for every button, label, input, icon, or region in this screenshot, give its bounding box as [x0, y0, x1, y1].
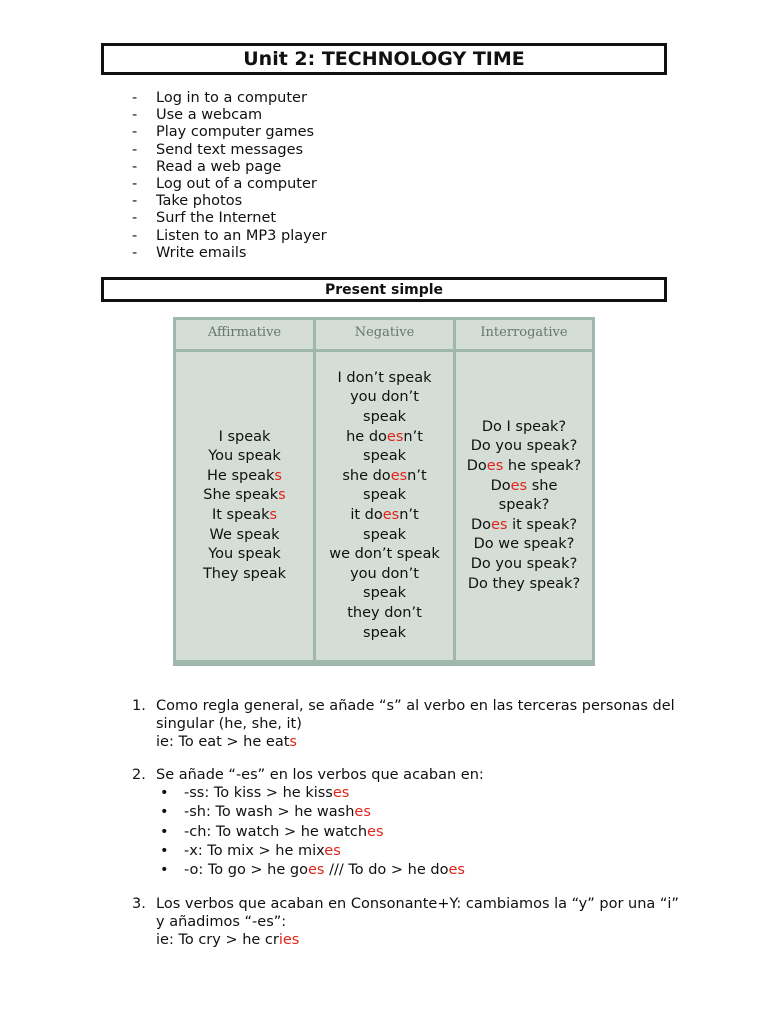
vocabulary-item	[132, 90, 327, 107]
dash-marker: -	[132, 175, 138, 192]
text-part: Do	[466, 458, 487, 475]
negative-line	[363, 584, 406, 604]
text-part: he speak?	[503, 458, 582, 475]
dash-marker: -	[132, 227, 138, 244]
unit-title-text: Unit 2: TECHNOLOGY TIME	[243, 48, 525, 70]
bullet-highlight: es	[354, 804, 371, 821]
verb-base: I speak	[218, 428, 271, 445]
rule-text: Se añade “-es” en los verbos que acaban en:	[156, 766, 484, 783]
negative-line	[363, 624, 406, 644]
bullet-text	[184, 823, 384, 842]
negative-line	[350, 506, 418, 526]
bullet-part: -o: To go > he go	[184, 862, 308, 879]
text-part: it speak?	[507, 516, 578, 533]
verb-base: You speak	[208, 448, 281, 465]
example-highlight: ies	[278, 932, 300, 949]
text-part: speak	[363, 409, 406, 426]
grammar-table	[173, 317, 595, 666]
text-part: they don’t	[347, 604, 422, 621]
bullet-part: -x: To mix > he mix	[184, 843, 325, 860]
negative-line	[363, 526, 406, 546]
bullet-icon: •	[160, 804, 169, 821]
affirmative-line	[208, 545, 281, 565]
text-part: she do	[342, 467, 391, 484]
bullet-highlight: es	[367, 823, 384, 840]
vocabulary-text: Log out of a computer	[156, 175, 317, 192]
negative-line	[329, 545, 440, 565]
vocabulary-text: Surf the Internet	[156, 210, 277, 227]
interrogative-line	[467, 457, 582, 477]
bullet-item	[160, 784, 692, 803]
text-part: n’t	[407, 467, 427, 484]
bullet-item	[160, 803, 692, 822]
rules-list	[132, 697, 692, 963]
bullet-icon: •	[160, 823, 169, 840]
vocabulary-item	[132, 245, 327, 262]
header-interrogative: Interrogative	[456, 320, 592, 349]
rule-content	[156, 766, 692, 881]
bullet-icon: •	[160, 862, 169, 879]
dash-marker: -	[132, 158, 138, 175]
text-part: Do	[470, 516, 491, 533]
text-part: n’t	[399, 507, 419, 523]
bullet-highlight: es	[332, 784, 350, 801]
bullet-part: -sh: To wash > he wash	[184, 804, 355, 821]
verb-base: He speak	[207, 467, 275, 484]
interrogative-column	[456, 352, 592, 660]
vocabulary-text: Use a webcam	[156, 107, 263, 124]
dash-marker: -	[132, 244, 138, 261]
bullet-text	[184, 784, 349, 803]
text-part: Do you speak?	[470, 438, 578, 455]
vocabulary-item	[132, 193, 327, 210]
vocabulary-list	[132, 90, 327, 262]
section-title-text: Present simple	[324, 281, 444, 298]
text-part: Do you speak?	[470, 555, 578, 572]
rule-item	[132, 766, 692, 881]
bullet-highlight: es	[307, 862, 325, 879]
bullet-part: -ss: To kiss > he kiss	[184, 784, 333, 801]
text-part: Do they speak?	[467, 575, 581, 592]
affirmative-line	[219, 428, 271, 448]
text-part: speak?	[498, 497, 550, 514]
text-part: speak	[363, 448, 406, 465]
rule-item	[132, 697, 692, 752]
negative-line	[350, 565, 419, 585]
text-part: Do	[490, 477, 511, 494]
text-part: speak	[363, 624, 406, 641]
vocabulary-item	[132, 107, 327, 124]
text-part: I don’t speak	[337, 369, 432, 386]
interrogative-line	[471, 516, 577, 536]
rule-example	[156, 931, 692, 949]
rule-bullets	[160, 784, 692, 881]
negative-column	[316, 352, 453, 660]
example-text: ie: To cry > he cr	[156, 932, 279, 949]
verb-base: She speak	[203, 487, 279, 504]
negative-line	[342, 467, 426, 487]
interrogative-line	[474, 535, 575, 555]
text-part: Do I speak?	[481, 418, 567, 435]
rule-item	[132, 895, 692, 950]
vocabulary-item	[132, 210, 327, 227]
interrogative-line	[491, 477, 558, 497]
text-part: he do	[346, 428, 387, 445]
interrogative-line	[471, 437, 578, 457]
verb-base: We speak	[209, 526, 280, 543]
text-part: Do we speak?	[473, 536, 575, 553]
text-part: we don’t speak	[329, 546, 440, 563]
text-part: she	[527, 477, 558, 494]
vocabulary-item	[132, 228, 327, 245]
verb-base: They speak	[202, 565, 287, 582]
rule-content	[156, 697, 692, 752]
bullet-item	[160, 842, 692, 861]
dash-marker: -	[132, 141, 138, 158]
text-part: speak	[363, 585, 406, 602]
bullet-icon: •	[160, 843, 169, 860]
rule-number: 2.	[132, 766, 146, 783]
text-part: speak	[363, 487, 406, 504]
negative-line	[363, 408, 406, 428]
vocabulary-text: Play computer games	[156, 124, 315, 141]
bullet-part: /// To do > he do	[324, 862, 449, 879]
vocabulary-item	[132, 142, 327, 159]
negative-line	[363, 486, 406, 506]
header-negative: Negative	[316, 320, 453, 349]
bullet-highlight: es	[324, 843, 341, 860]
negative-line	[350, 388, 419, 408]
example-text: ie: To eat > he eat	[156, 734, 290, 751]
dash-marker: -	[132, 90, 138, 106]
interrogative-line	[468, 575, 580, 595]
bullet-part: -ch: To watch > he watch	[184, 823, 368, 840]
vocabulary-text: Send text messages	[156, 141, 304, 158]
interrogative-line	[482, 418, 566, 438]
rule-number: 1.	[132, 698, 146, 714]
vocabulary-item	[132, 124, 327, 141]
highlight-part: es	[382, 507, 400, 523]
text-part: speak	[363, 526, 406, 543]
bullet-icon: •	[160, 784, 169, 801]
affirmative-line	[212, 506, 277, 526]
verb-ending: s	[278, 487, 286, 504]
bullet-item	[160, 823, 692, 842]
bullet-text	[184, 803, 371, 822]
highlight-part: es	[390, 467, 408, 484]
verb-base: You speak	[208, 546, 281, 563]
affirmative-column	[176, 352, 313, 660]
rule-content	[156, 895, 692, 950]
rule-number: 3.	[132, 895, 146, 912]
affirmative-line	[203, 565, 286, 585]
bullet-highlight: es	[448, 862, 465, 879]
verb-ending: s	[274, 467, 282, 484]
bullet-text	[184, 861, 465, 880]
dash-marker: -	[132, 107, 138, 124]
highlight-part: es	[510, 477, 528, 494]
verb-ending: s	[269, 507, 278, 523]
rule-example	[156, 733, 692, 751]
text-part: you don’t	[350, 565, 419, 582]
vocabulary-item	[132, 159, 327, 176]
text-part: n’t	[403, 428, 423, 445]
vocabulary-text: Take photos	[156, 193, 243, 210]
vocabulary-item	[132, 176, 327, 193]
dash-marker: -	[132, 193, 138, 210]
affirmative-line	[203, 486, 285, 506]
highlight-part: es	[490, 516, 508, 533]
vocabulary-text: Listen to an MP3 player	[156, 227, 327, 244]
text-part: it do	[350, 507, 383, 523]
vocabulary-text: Write emails	[156, 244, 247, 261]
verb-base: It speak	[211, 507, 270, 523]
affirmative-line	[210, 526, 280, 546]
negative-line	[347, 604, 422, 624]
bullet-text	[184, 842, 341, 861]
bullet-item	[160, 861, 692, 880]
text-part: you don’t	[350, 389, 419, 406]
affirmative-line	[207, 467, 282, 487]
header-affirmative: Affirmative	[176, 320, 313, 349]
negative-line	[363, 447, 406, 467]
vocabulary-text: Read a web page	[156, 158, 282, 175]
negative-line	[346, 428, 423, 448]
affirmative-line	[208, 447, 281, 467]
unit-title	[101, 43, 667, 75]
highlight-part: es	[386, 428, 404, 445]
example-highlight: s	[289, 734, 297, 751]
vocabulary-text: Log in to a computer	[156, 90, 307, 106]
interrogative-line	[499, 496, 550, 516]
rule-text: Como regla general, se añade “s” al verbo en las terceras personas del singular (he, she, it)	[156, 698, 675, 733]
section-title	[101, 277, 667, 302]
highlight-part: es	[486, 458, 504, 475]
rule-text: Los verbos que acaban en Consonante+Y: cambiamos la “y” por una “i” y añadimos “-es”:	[156, 895, 679, 931]
dash-marker: -	[132, 210, 138, 227]
interrogative-line	[471, 555, 578, 575]
dash-marker: -	[132, 124, 138, 141]
negative-line	[337, 369, 431, 389]
